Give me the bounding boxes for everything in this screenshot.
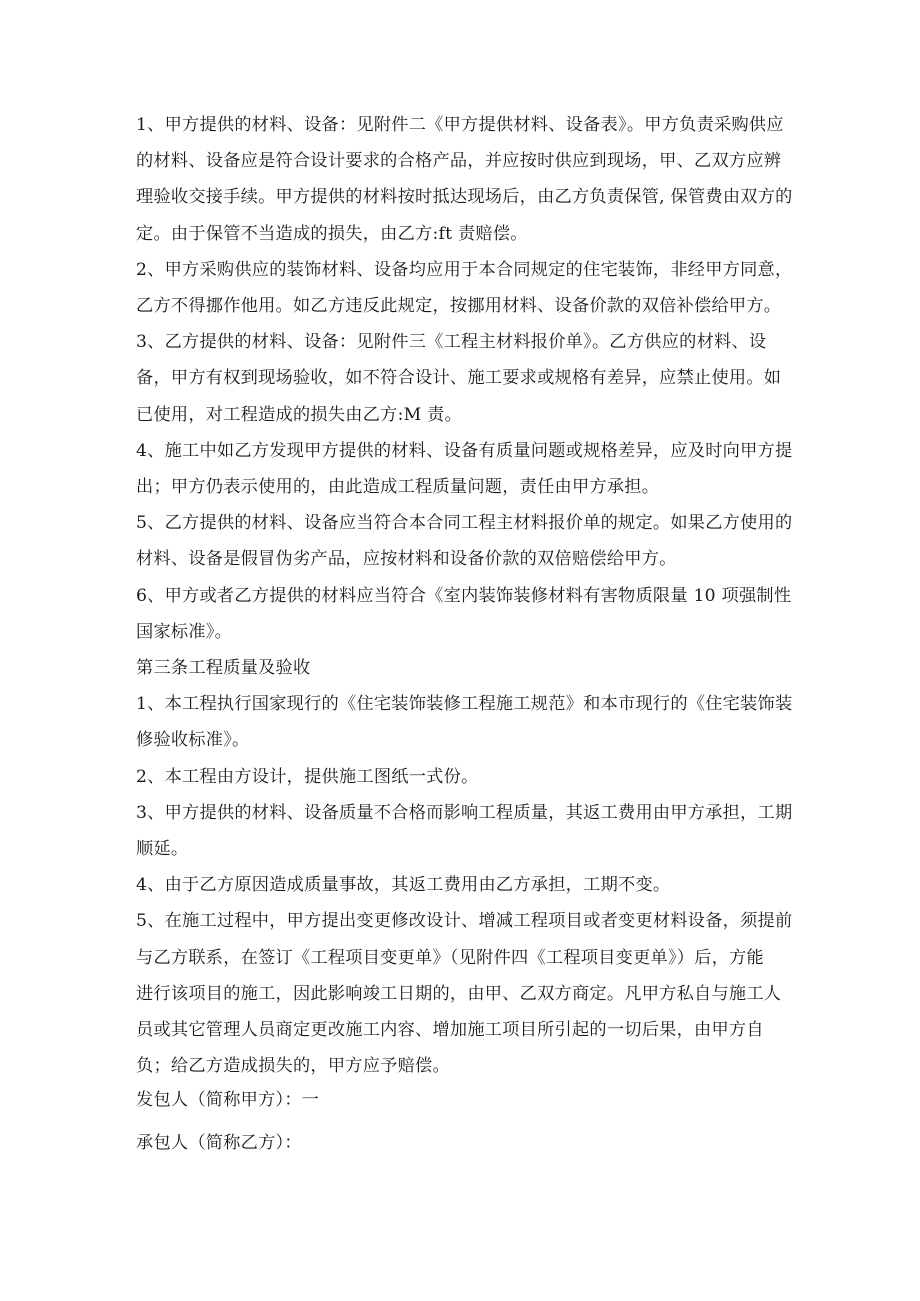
- text-line: 乙方不得挪作他用。如乙方违反此规定，按挪用材料、设备价款的双倍补偿给甲方。: [136, 296, 782, 317]
- text-line: 4、由于乙方原因造成质量事故，其返工费用由乙方承担，工期不变。: [136, 875, 671, 896]
- text-line: 已使用，对工程造成的损失由乙方:M 责。: [136, 404, 463, 425]
- signature-party-b: [136, 1125, 781, 1161]
- signature-party-a: [136, 1082, 781, 1118]
- text-line: 进行该项目的施工，因此影响竣工日期的，由甲、乙双方商定。凡甲方私自与施工人: [136, 983, 782, 1004]
- text-line: 出；甲方仍表示使用的，由此造成工程质量问题，责任由甲方承担。: [136, 477, 660, 498]
- text-line: 修验收标准》。: [136, 730, 250, 751]
- section-title: 第三条工程质量及验收: [136, 658, 311, 679]
- text-line: 顺延。: [136, 839, 189, 860]
- text-line: 定。由于保管不当造成的损失，由乙方:ft 责赔偿。: [136, 223, 528, 244]
- material-clause-1: [136, 107, 793, 252]
- party-a-label: 发包人（简称甲方）：一: [136, 1090, 320, 1111]
- text-line: 理验收交接手续。甲方提供的材料按时抵达现场后，由乙方负责保管, 保管费由双方的: [136, 187, 793, 208]
- material-clause-6: [136, 578, 792, 650]
- text-line: 3、甲方提供的材料、设备质量不合格而影响工程质量，其返工费用由甲方承担，工期: [136, 802, 793, 823]
- text-line: 备，甲方有权到现场验收，如不符合设计、施工要求或规格有差异，应禁止使用。如: [136, 368, 782, 389]
- text-line: 与乙方联系，在签订《工程项目变更单》（见附件四《工程项目变更单》）后，方能: [136, 947, 764, 968]
- party-b-label: 承包人（简称乙方）：: [136, 1132, 302, 1153]
- text-line: 国家标准》。: [136, 621, 233, 642]
- quality-clause-4: [136, 867, 781, 903]
- text-line: 3、乙方提供的材料、设备：见附件三《工程主材料报价单》。乙方供应的材料、设: [136, 332, 767, 353]
- text-line: 6、甲方或者乙方提供的材料应当符合《室内装饰装修材料有害物质限量 10 项强制性: [136, 585, 792, 606]
- section-heading-article-3: [136, 650, 781, 686]
- text-line: 5、在施工过程中，甲方提出变更修改设计、增减工程项目或者变更材料设备，须提前: [136, 911, 793, 932]
- quality-clause-3: [136, 795, 793, 867]
- text-line: 材料、设备是假冒伪劣产品，应按材料和设备价款的双倍赔偿给甲方。: [136, 549, 677, 570]
- text-line: 员或其它管理人员商定更改施工内容、增加施工项目所引起的一切后果，由甲方自: [136, 1020, 764, 1041]
- material-clause-4: [136, 433, 793, 505]
- text-line: 2、本工程由方设计，提供施工图纸一式份。: [136, 766, 479, 787]
- contract-page: [136, 107, 793, 1161]
- text-line: 负；给乙方造成损失的，甲方应予赔偿。: [136, 1056, 450, 1077]
- material-clause-3: [136, 324, 781, 433]
- quality-clause-1: [136, 686, 793, 758]
- text-line: 的材料、设备应是符合设计要求的合格产品，并应按时供应到现场，甲、乙双方应辨: [136, 151, 782, 172]
- text-line: 4、施工中如乙方发现甲方提供的材料、设备有质量问题或规格差异，应及时向甲方提: [136, 440, 793, 461]
- material-clause-5: [136, 505, 793, 577]
- material-clause-2: [136, 252, 793, 324]
- text-line: 5、乙方提供的材料、设备应当符合本合同工程主材料报价单的规定。如果乙方使用的: [136, 513, 793, 534]
- quality-clause-2: [136, 759, 781, 795]
- text-line: 2、甲方采购供应的装饰材料、设备均应用于本合同规定的住宅装饰，非经甲方同意，: [136, 259, 793, 280]
- text-line: 1、本工程执行国家现行的《住宅装饰装修工程施工规范》和本市现行的《住宅装饰装: [136, 694, 793, 715]
- quality-clause-5: [136, 903, 793, 1084]
- text-line: 1、甲方提供的材料、设备：见附件二《甲方提供材料、设备表》。甲方负责采购供应: [136, 115, 784, 135]
